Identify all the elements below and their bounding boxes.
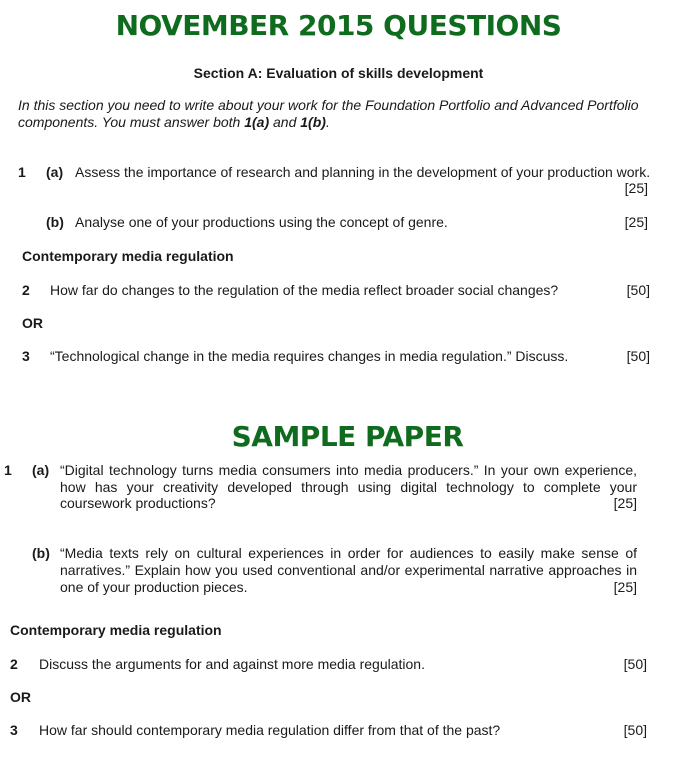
november-2015-heading: NOVEMBER 2015 QUESTIONS (115, 9, 562, 42)
intro-ref-1a: 1(a) (244, 114, 270, 130)
question-number: 2 (10, 656, 18, 672)
question-number: 3 (10, 722, 18, 738)
question-text-line: coursework productions? (60, 495, 216, 511)
question-number: 3 (22, 348, 30, 364)
marks: [50] (626, 348, 650, 364)
intro-line-2 (18, 114, 330, 130)
question-text: “Technological change in the media requires changes in media regulation.” Discuss. (50, 348, 569, 364)
question-text-line: how has your creativity developed through using digital technology to complete your (60, 479, 637, 495)
question-number: 1 (18, 164, 26, 180)
marks: [25] (624, 214, 648, 230)
subheading: Contemporary media regulation (10, 622, 222, 638)
sample-paper-heading: SAMPLE PAPER (231, 420, 464, 453)
question-number: 1 (4, 462, 12, 478)
question-text: How far should contemporary media regulation differ from that of the past? (39, 722, 501, 738)
question-part-label: (b) (46, 214, 64, 230)
question-part-label: (b) (32, 545, 50, 561)
question-text: Assess the importance of research and planning in the development of your production work. (75, 164, 651, 180)
question-text: Discuss the arguments for and against more media regulation. (39, 656, 425, 672)
marks: [25] (624, 180, 648, 196)
question-text: Analyse one of your productions using the concept of genre. (75, 214, 448, 230)
marks: [25] (613, 579, 637, 595)
marks: [25] (613, 495, 637, 511)
intro-text: and (269, 114, 301, 130)
marks: [50] (623, 722, 647, 738)
intro-line-1: In this section you need to write about your work for the Foundation Portfolio and Advanced Portfolio (18, 97, 639, 113)
section-title: Section A: Evaluation of skills development (193, 65, 484, 81)
question-text: How far do changes to the regulation of the media reflect broader social changes? (50, 282, 559, 298)
or-separator: OR (22, 315, 43, 331)
question-part-label: (a) (32, 462, 50, 478)
intro-text: . (325, 114, 330, 130)
question-text-line: “Digital technology turns media consumers into media producers.” In your own experience, (60, 462, 637, 478)
question-part-label: (a) (46, 164, 64, 180)
intro-text: components. You must answer both (18, 114, 245, 130)
marks: [50] (623, 656, 647, 672)
question-text-line: narratives.” Explain how you used conventional and/or experimental narrative approaches in (60, 562, 637, 578)
intro-ref-1b: 1(b) (300, 114, 326, 130)
question-text-line: one of your production pieces. (60, 579, 248, 595)
question-number: 2 (22, 282, 30, 298)
marks: [50] (626, 282, 650, 298)
question-text-line: “Media texts rely on cultural experiences in order for audiences to easily make sense of (60, 545, 637, 561)
subheading: Contemporary media regulation (22, 248, 234, 264)
or-separator: OR (10, 689, 31, 705)
